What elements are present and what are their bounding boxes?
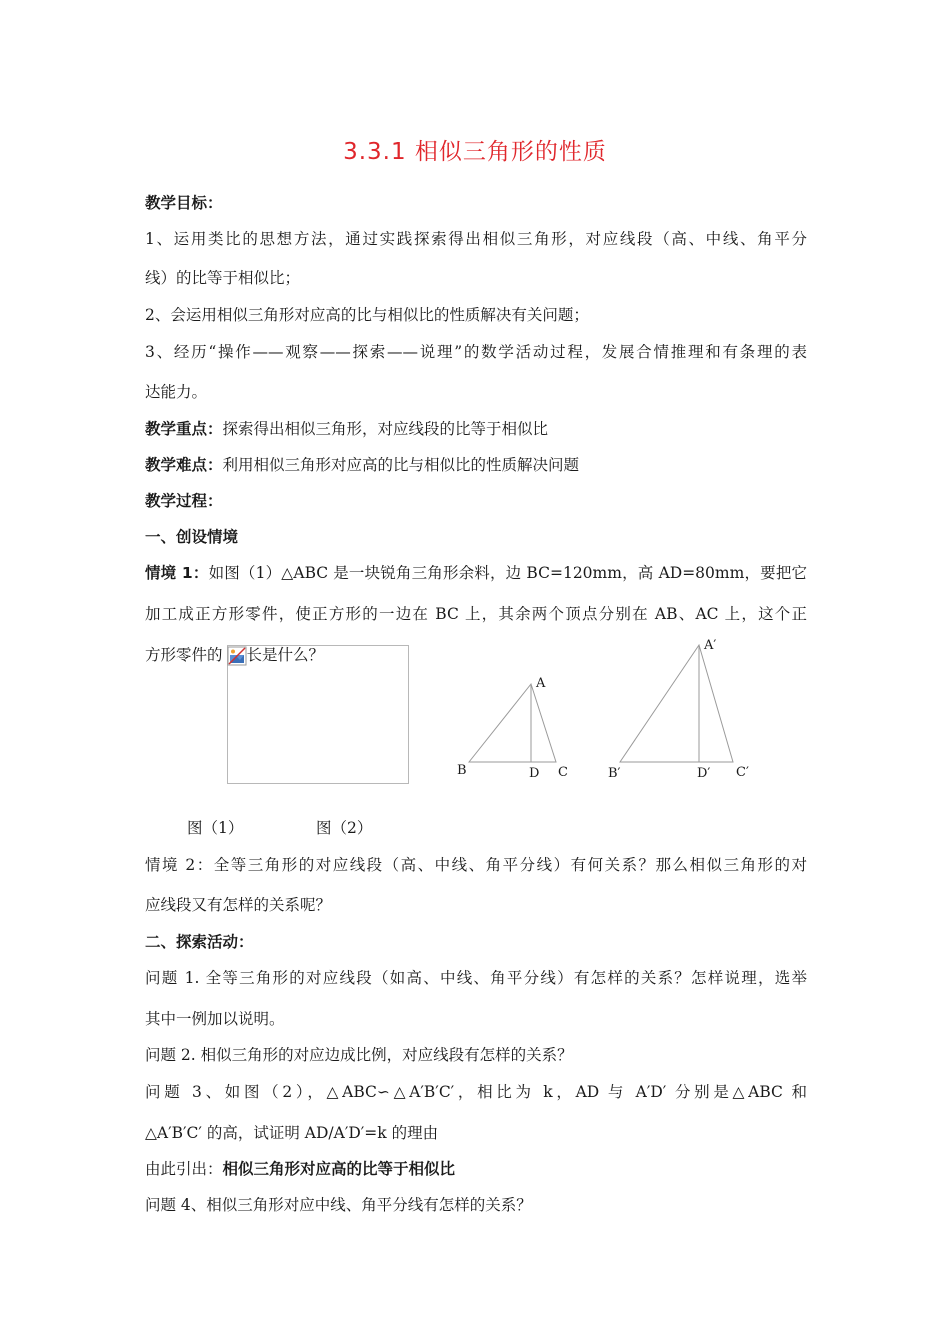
difficulty-text: 利用相似三角形对应高的比与相似比的性质解决问题 bbox=[222, 456, 580, 474]
label-b-prime: B′ bbox=[608, 766, 621, 781]
scenario-2-line-1: 情境 2：全等三角形的对应线段（高、中线、角平分线）有何关系？那么相似三角形的对 bbox=[145, 856, 807, 874]
objective-1-line-1: 1、运用类比的思想方法，通过实践探索得出相似三角形，对应线段（高、中线、角平分 bbox=[145, 230, 807, 248]
page-title: 3.3.1 相似三角形的性质 bbox=[343, 139, 607, 165]
question-3-line-2: △A′B′C′ 的高，试证明 AD/A′D′=k 的理由 bbox=[145, 1124, 439, 1142]
question-3-line-1: 问题 3、如图（2），△ABC∽△A′B′C′，相比为 k，AD 与 A′D′ 分别是△ABC 和 bbox=[145, 1083, 807, 1101]
label-b: B bbox=[457, 763, 467, 778]
scenario-1-label: 情境 1： bbox=[145, 564, 209, 582]
scenario-1-line-3a: 方形零件的 bbox=[145, 646, 223, 664]
difficulty bbox=[145, 453, 579, 475]
label-c-prime: C′ bbox=[736, 765, 749, 780]
conclusion bbox=[145, 1157, 455, 1179]
triangles-figure bbox=[440, 630, 780, 790]
label-d: D bbox=[529, 766, 540, 781]
figure-caption-2: 图（2） bbox=[316, 819, 373, 837]
objective-2: 2、会运用相似三角形对应高的比与相似比的性质解决有关问题； bbox=[145, 306, 589, 324]
key-point bbox=[145, 417, 548, 439]
figure-caption-1: 图（1） bbox=[187, 819, 244, 837]
key-point-text: 探索得出相似三角形，对应线段的比等于相似比 bbox=[222, 420, 549, 438]
triangle-abc bbox=[457, 676, 568, 781]
label-d-prime: D′ bbox=[697, 766, 711, 781]
section-1-heading: 一、创设情境 bbox=[145, 528, 239, 546]
objectives-heading: 教学目标： bbox=[145, 194, 223, 212]
section-2-heading: 二、探索活动： bbox=[145, 933, 254, 951]
scenario-1-line-1 bbox=[145, 561, 807, 583]
objective-3-line-2: 达能力。 bbox=[145, 383, 208, 401]
scenario-2-line-2: 应线段又有怎样的关系呢？ bbox=[145, 896, 332, 914]
question-2: 问题 2. 相似三角形的对应边成比例，对应线段有怎样的关系？ bbox=[145, 1046, 573, 1064]
question-4: 问题 4、相似三角形对应中线、角平分线有怎样的关系？ bbox=[145, 1196, 532, 1214]
label-c: C bbox=[558, 765, 568, 780]
objective-3-line-1: 3、经历“操作——观察——探索——说理”的数学活动过程，发展合情推理和有条理的表 bbox=[145, 343, 807, 361]
missing-image-frame bbox=[227, 645, 409, 784]
scenario-1-text: 如图（1）△ABC 是一块锐角三角形余料，边 BC=120mm，高 AD=80mm，要把它 bbox=[208, 564, 807, 582]
process-heading: 教学过程： bbox=[145, 492, 223, 510]
scenario-1-line-2: 加工成正方形零件，使正方形的一边在 BC 上，其余两个顶点分别在 AB、AC 上，这个正 bbox=[145, 605, 807, 623]
objective-1-line-2: 线）的比等于相似比； bbox=[145, 269, 301, 287]
scenario-1-line-3b: 长是什么？ bbox=[246, 646, 325, 664]
label-a: A bbox=[536, 676, 546, 691]
triangle-abc-prime bbox=[608, 638, 749, 781]
label-a-prime: A′ bbox=[704, 638, 717, 653]
difficulty-label: 教学难点： bbox=[145, 456, 223, 474]
conclusion-bold: 相似三角形对应高的比等于相似比 bbox=[222, 1160, 456, 1178]
question-1-line-1: 问题 1. 全等三角形的对应线段（如高、中线、角平分线）有怎样的关系？怎样说理，选举 bbox=[145, 969, 807, 987]
key-point-label: 教学重点： bbox=[145, 420, 223, 438]
conclusion-prefix: 由此引出： bbox=[145, 1160, 223, 1178]
broken-image-icon bbox=[227, 646, 247, 666]
question-1-line-2: 其中一例加以说明。 bbox=[145, 1010, 285, 1028]
